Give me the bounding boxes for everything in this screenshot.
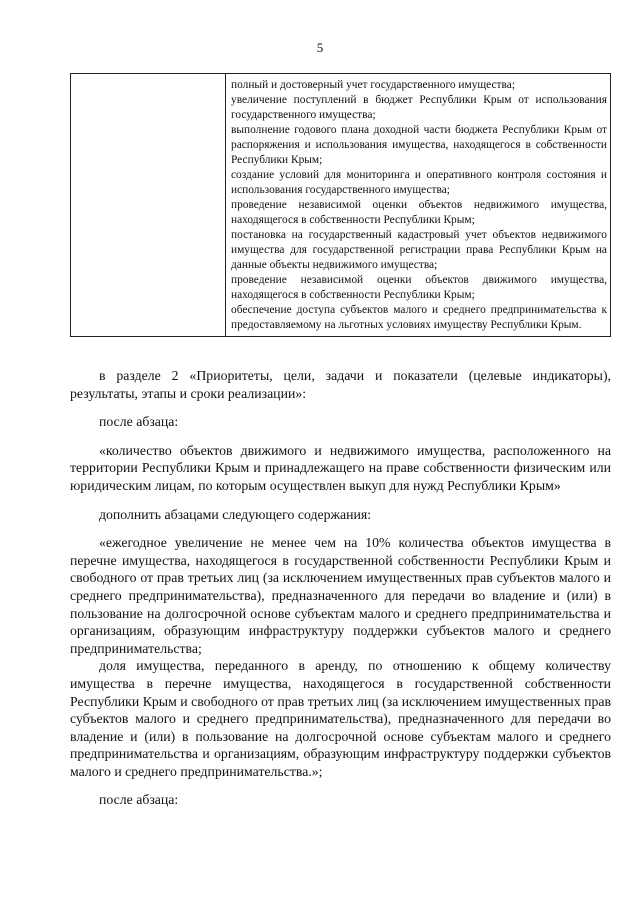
cell-line: постановка на государственный кадастровый учет объектов недвижимого имущества для государственной регистрации права Республики Крым на данные объекты недвижимого имущества; <box>231 229 607 271</box>
cell-line: увеличение поступлений в бюджет Республики Крым от использования государственного имущества; <box>231 94 607 121</box>
new-paragraph-1: «ежегодное увеличение не менее чем на 10% количества объектов имущества в перечне имущества, находящегося в государственной собственности Республики Крым и свободного от прав третьих лиц (за исключением имущественных прав субъектов малого и среднего предпринимательства), предназначенного для передачи во владение и (или) в пользование на долгосрочной основе субъектам малого и среднего предпринимательства и организациям, образующим инфраструктуру поддержки субъектов малого и среднего предпринимательства; <box>70 535 611 656</box>
page-number: 5 <box>316 40 324 55</box>
new-paragraph-2: доля имущества, переданного в аренду, по отношению к общему количеству имущества в перечне имущества, находящегося в государственной собственности Республики Крым и свободного от прав третьих лиц (за исключением имущественных прав субъектов малого и среднего предпринимательства), предназначенного для передачи во владение и (или) в пользование на долгосрочной основе субъектам малого и среднего предпринимательства и организациям, образующим инфраструктуру поддержки субъектов малого и среднего предпринимательства.»; <box>70 658 611 779</box>
cell-line: выполнение годового плана доходной части бюджета Республики Крым от распоряжения и использования имущества, находящегося в собственности Республики Крым; <box>231 124 607 166</box>
table-content-cell <box>226 74 611 337</box>
cell-line: проведение независимой оценки объектов недвижимого имущества, находящегося в собственности Республики Крым; <box>231 199 607 226</box>
program-table <box>70 73 611 337</box>
table-row <box>71 74 611 337</box>
cell-line: создание условий для мониторинга и оперативного контроля состояния и использования государственного имущества; <box>231 169 607 196</box>
after-paragraph-label: после абзаца: <box>99 792 179 808</box>
supplement-paragraph: дополнить абзацами следующего содержания: <box>99 506 372 522</box>
section-intro-paragraph: в разделе 2 «Приоритеты, цели, задачи и показатели (целевые индикаторы), результаты, этапы и сроки реализации»: <box>70 368 611 401</box>
cell-line: полный и достоверный учет государственного имущества; <box>231 79 515 91</box>
after-paragraph-label: после абзаца: <box>99 414 179 430</box>
document-body <box>70 367 611 809</box>
cell-line: проведение независимой оценки объектов движимого имущества, находящегося в собственности Республики Крым; <box>231 274 607 301</box>
table-label-cell <box>71 74 226 337</box>
cell-line: обеспечение доступа субъектов малого и среднего предпринимательства к предоставляемому на льготных условиях имуществу Республики Крым. <box>231 304 607 331</box>
quoted-paragraph: «количество объектов движимого и недвижимого имущества, расположенного на территории Республики Крым и принадлежащего на праве собственности физическим или юридическим лицам, по которым осуществлен выкуп для нужд Республики Крым» <box>70 442 611 493</box>
